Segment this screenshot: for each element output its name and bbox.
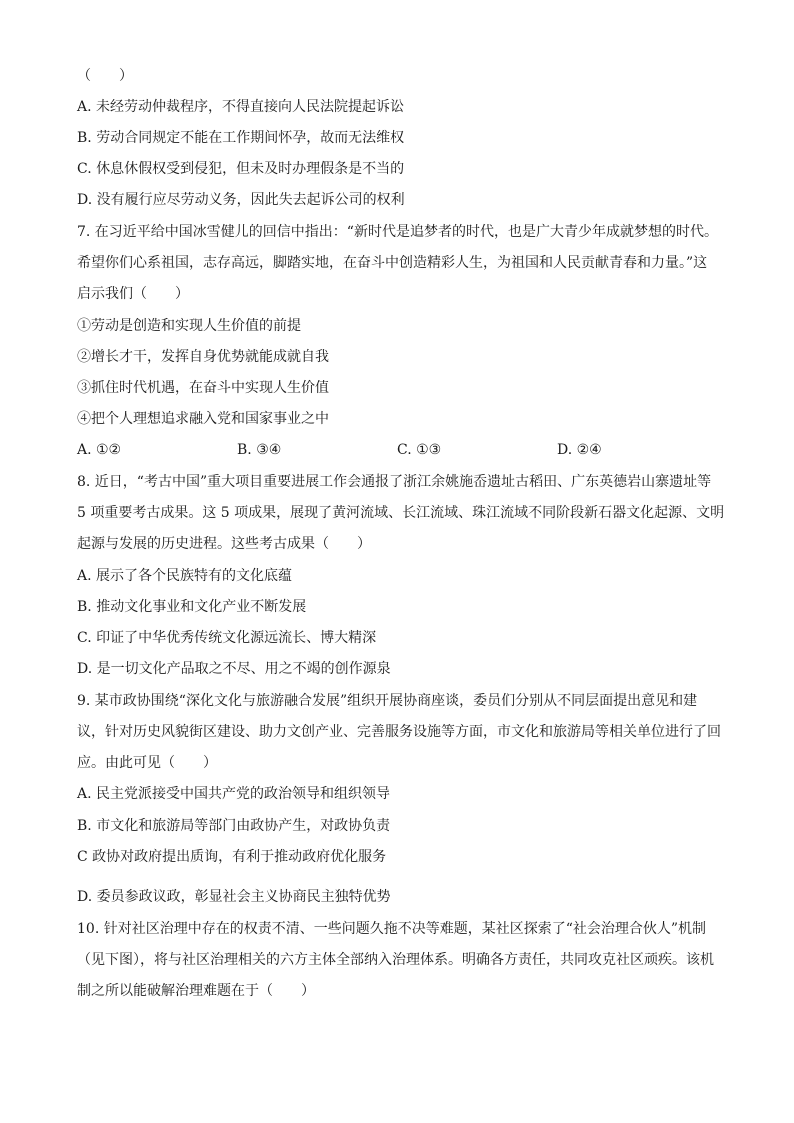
q7-statement-3: ③抓住时代机遇，在奋斗中实现人生价值 (77, 380, 329, 396)
q9-stem-line-2: 议，针对历史风貌街区建设、助力文创产业、完善服务设施等方面，市文化和旅游局等相关单位进行了回 (77, 724, 721, 740)
q6-option-b: B. 劳动合同规定不能在工作期间怀孕，故而无法维权 (77, 130, 405, 146)
q7-stem-line-1: 7. 在习近平给中国冰雪健儿的回信中指出：“新时代是追梦者的时代，也是广大青少年成就梦想的时代。 (77, 224, 718, 240)
q7-stem-line-3: 启示我们（ ） (77, 286, 189, 302)
q8-option-d: D. 是一切文化产品取之不尽、用之不竭的创作源泉 (77, 661, 391, 677)
q8-stem-line-2: 5 项重要考古成果。这 5 项成果，展现了黄河流域、长江流域、珠江流域不同阶段新石器文化起源、文明 (77, 505, 725, 521)
q8-option-c: C. 印证了中华优秀传统文化源远流长、博大精深 (77, 630, 377, 646)
q7-stem-line-2: 希望你们心系祖国，志存高远，脚踏实地，在奋斗中创造精彩人生，为祖国和人民贡献青春和力量。”这 (77, 255, 708, 271)
q9-stem-line-1: 9. 某市政协围绕“深化文化与旅游融合发展”组织开展协商座谈，委员们分别从不同层面提出意见和建 (77, 693, 698, 709)
q6-option-a: A. 未经劳动仲裁程序，不得直接向人民法院提起诉讼 (77, 99, 405, 115)
q7-choice-a: A. ①② (77, 442, 122, 458)
q7-statement-1: ①劳动是创造和实现人生价值的前提 (77, 318, 301, 334)
q9-option-d: D. 委员参政议政，彰显社会主义协商民主独特优势 (77, 889, 391, 905)
q9-option-a: A. 民主党派接受中国共产党的政治领导和组织领导 (77, 786, 391, 802)
q8-stem-line-1: 8. 近日，“考古中国”重大项目重要进展工作会通报了浙江余姚施岙遗址古稻田、广东英德岩山寨遗址等 (77, 474, 712, 490)
q10-stem-line-1: 10. 针对社区治理中存在的权责不清、一些问题久拖不决等难题，某社区探索了“社会治理合伙人”机制 (77, 921, 707, 937)
q10-stem-line-2: （见下图），将与社区治理相关的六方主体全部纳入治理体系。明确各方责任，共同攻克社区顽疾。该机 (77, 952, 714, 968)
q7-choice-c: C. ①③ (397, 442, 442, 458)
q7-choice-b: B. ③④ (237, 442, 282, 458)
q7-statement-2: ②增长才干，发挥自身优势就能成就自我 (77, 349, 329, 365)
q8-option-b: B. 推动文化事业和文化产业不断发展 (77, 599, 307, 615)
q8-stem-line-3: 起源与发展的历史进程。这些考古成果（ ） (77, 536, 371, 552)
q6-paren: （ ） (77, 68, 133, 84)
q9-option-c: C 政协对政府提出质询，有利于推动政府优化服务 (77, 849, 387, 865)
q9-option-b: B. 市文化和旅游局等部门由政协产生，对政协负责 (77, 818, 391, 834)
q7-choice-d: D. ②④ (557, 442, 602, 458)
q8-option-a: A. 展示了各个民族特有的文化底蕴 (77, 568, 293, 584)
q9-stem-line-3: 应。由此可见（ ） (77, 755, 217, 771)
q10-stem-line-3: 制之所以能破解治理难题在于（ ） (77, 983, 315, 999)
q7-statement-4: ④把个人理想追求融入党和国家事业之中 (77, 411, 329, 427)
q6-option-c: C. 休息休假权受到侵犯，但未及时办理假条是不当的 (77, 161, 405, 177)
q6-option-d: D. 没有履行应尽劳动义务，因此失去起诉公司的权利 (77, 192, 405, 208)
